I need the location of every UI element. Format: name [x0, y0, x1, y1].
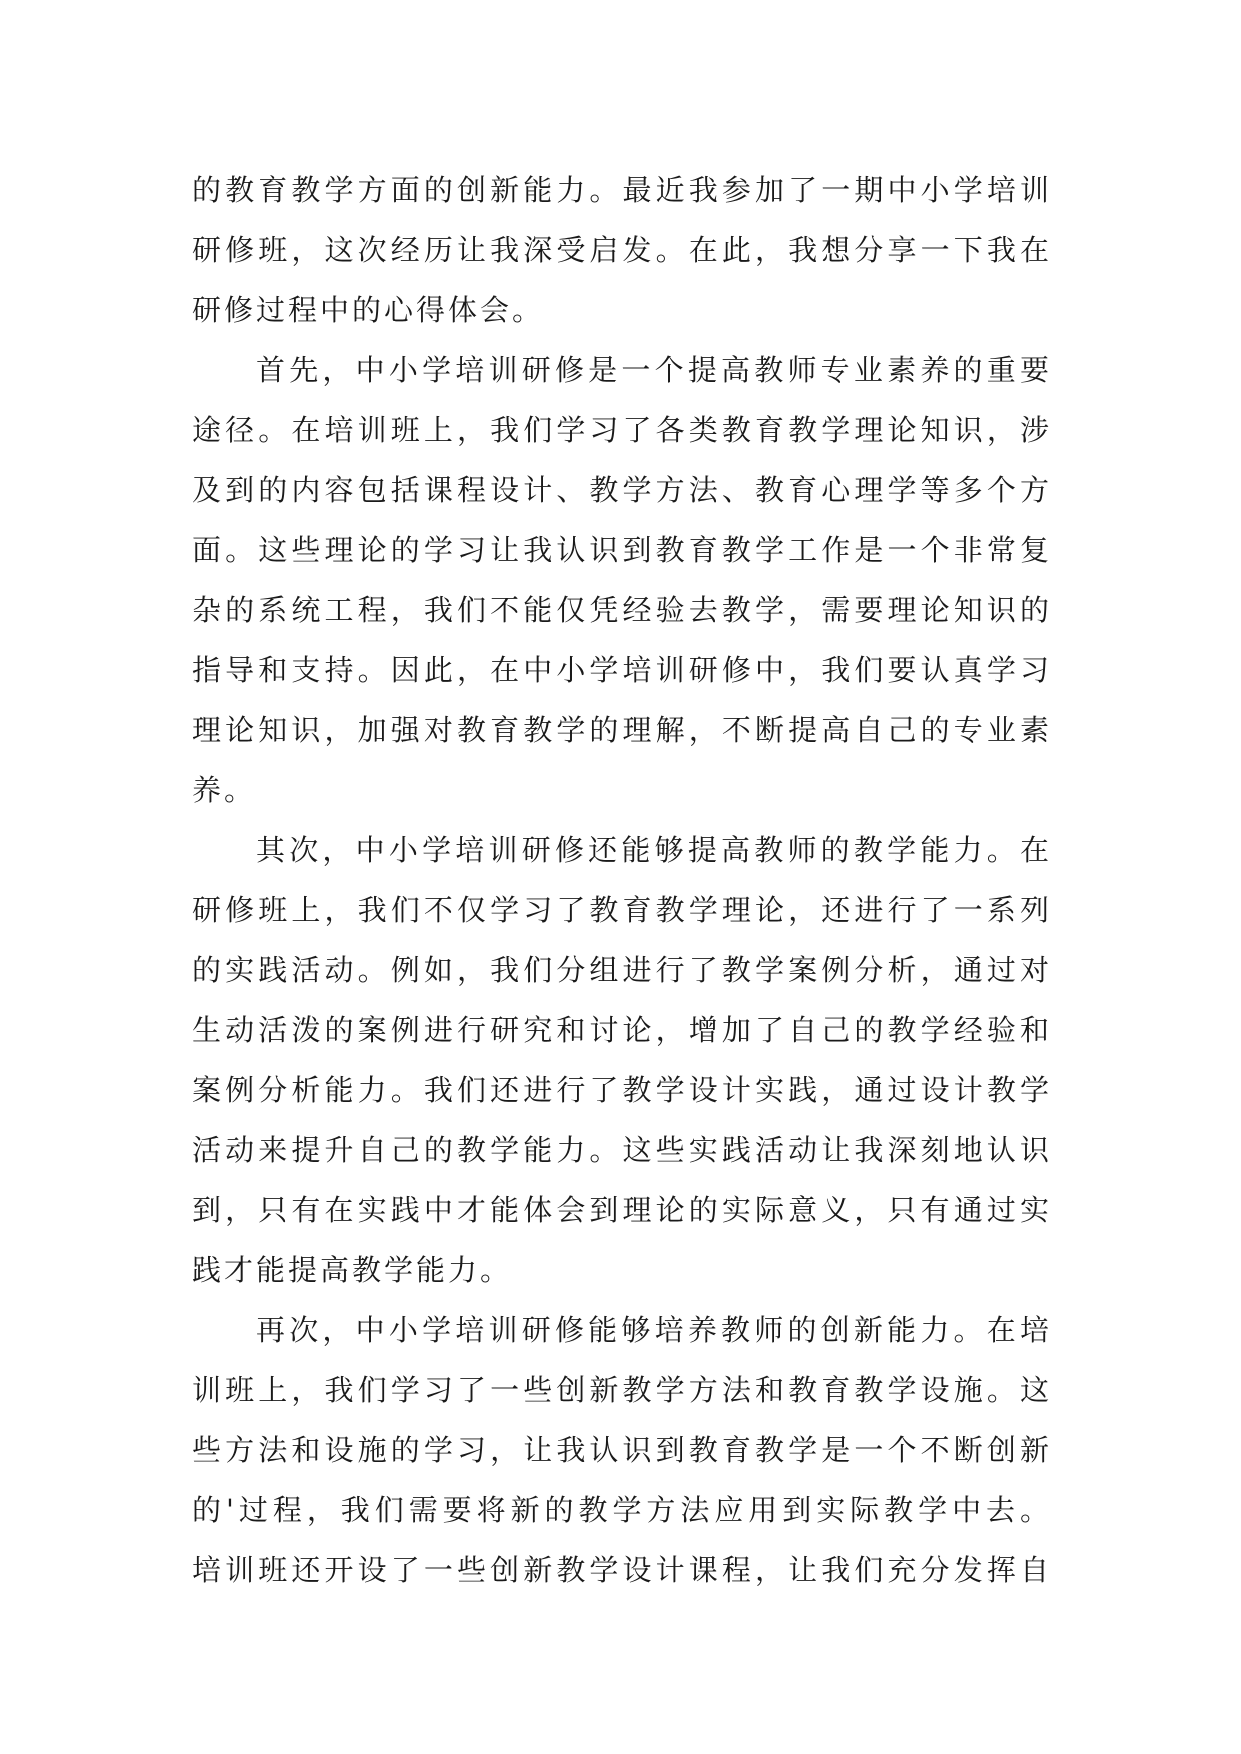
text-line: 研修班上，我们不仅学习了教育教学理论，还进行了一系列: [192, 893, 1052, 927]
text-line: 培训班还开设了一些创新教学设计课程，让我们充分发挥自: [192, 1553, 1052, 1587]
text-line: 些方法和设施的学习，让我认识到教育教学是一个不断创新: [192, 1433, 1052, 1467]
text-line: 杂的系统工程，我们不能仅凭经验去教学，需要理论知识的: [192, 593, 1052, 627]
text-line: 研修班，这次经历让我深受启发。在此，我想分享一下我在: [192, 233, 1052, 267]
text-line: 指导和支持。因此，在中小学培训研修中，我们要认真学习: [192, 653, 1052, 687]
text-line: 面。这些理论的学习让我认识到教育教学工作是一个非常复: [192, 533, 1052, 567]
text-line: 其次，中小学培训研修还能够提高教师的教学能力。在: [256, 833, 1052, 867]
text-line: 养。: [192, 773, 257, 807]
text-line: 理论知识，加强对教育教学的理解，不断提高自己的专业素: [192, 713, 1052, 747]
paragraph-4: [192, 1300, 1052, 1600]
text-line: 再次，中小学培训研修能够培养教师的创新能力。在培: [256, 1313, 1052, 1347]
text-line: 的教育教学方面的创新能力。最近我参加了一期中小学培训: [192, 173, 1052, 207]
text-line: 训班上，我们学习了一些创新教学方法和教育教学设施。这: [192, 1373, 1052, 1407]
document-body: [192, 160, 1052, 1600]
text-line: 首先，中小学培训研修是一个提高教师专业素养的重要: [256, 353, 1052, 387]
text-line: 到，只有在实践中才能体会到理论的实际意义，只有通过实: [192, 1193, 1052, 1227]
text-line: 的实践活动。例如，我们分组进行了教学案例分析，通过对: [192, 953, 1052, 987]
text-line: 研修过程中的心得体会。: [192, 293, 545, 327]
text-line: 活动来提升自己的教学能力。这些实践活动让我深刻地认识: [192, 1133, 1052, 1167]
paragraph-3: [192, 820, 1052, 1300]
text-line: 途径。在培训班上，我们学习了各类教育教学理论知识，涉: [192, 413, 1052, 447]
paragraph-2: [192, 340, 1052, 820]
text-line: 生动活泼的案例进行研究和讨论，增加了自己的教学经验和: [192, 1013, 1052, 1047]
text-line: 案例分析能力。我们还进行了教学设计实践，通过设计教学: [192, 1073, 1052, 1107]
text-line: 及到的内容包括课程设计、教学方法、教育心理学等多个方: [192, 473, 1052, 507]
text-line: 的'过程，我们需要将新的教学方法应用到实际教学中去。: [192, 1493, 1052, 1527]
paragraph-1: [192, 160, 1052, 340]
text-line: 践才能提高教学能力。: [192, 1253, 513, 1287]
